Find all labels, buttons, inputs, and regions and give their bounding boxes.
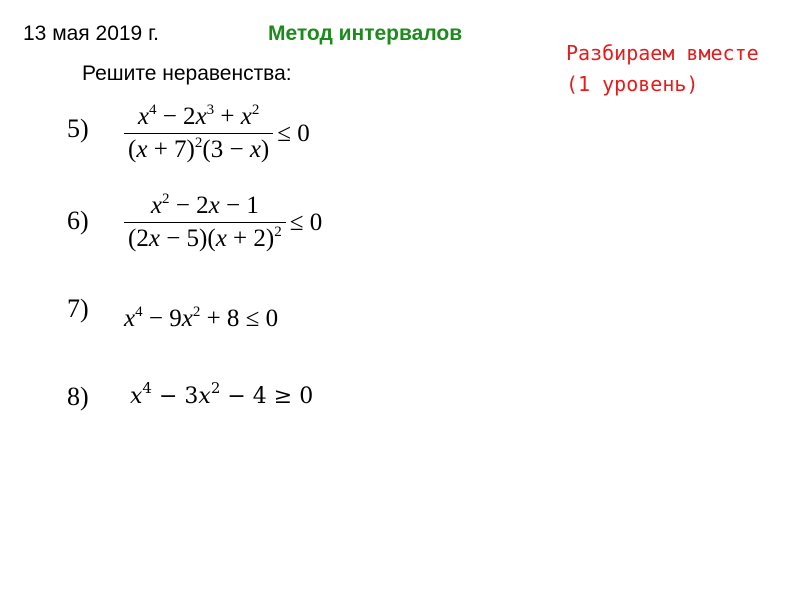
relation: ≤ 0	[277, 119, 310, 147]
relation: ≤ 0	[289, 208, 323, 236]
instruction-text: Решите неравенства:	[82, 62, 292, 85]
problem-7-expression: $x^4 - 9x^2 + 8 \le 0$	[124, 304, 279, 332]
fraction	[124, 192, 286, 253]
problem-8-expression: $x^4 - 3x^2 - 4 \ge 0$	[130, 379, 314, 409]
note-line-1: Разбираем вместе	[566, 41, 759, 65]
problem-5-expression	[124, 103, 310, 164]
date-label: 13 мая 2019 г.	[23, 22, 159, 45]
denominator: $(x + 7)^2(3 - x)$	[128, 135, 270, 163]
numerator: $x^4 - 2x^3 + x^2$	[137, 102, 260, 130]
problem-6-expression	[124, 192, 322, 253]
problem-8-number: 8)	[67, 382, 89, 411]
denominator: $(2x - 5)(x + 2)^2$	[128, 224, 282, 252]
fraction	[124, 103, 273, 164]
problem-6-number: 6)	[67, 206, 89, 235]
note-line-2: (1 уровень)	[566, 72, 699, 96]
note-text	[566, 38, 759, 100]
problem-5-number: 5)	[67, 114, 89, 143]
problem-7-number: 7)	[67, 294, 89, 323]
slide-title: Метод интервалов	[268, 22, 463, 45]
numerator: $x^2 - 2x - 1$	[150, 191, 259, 219]
